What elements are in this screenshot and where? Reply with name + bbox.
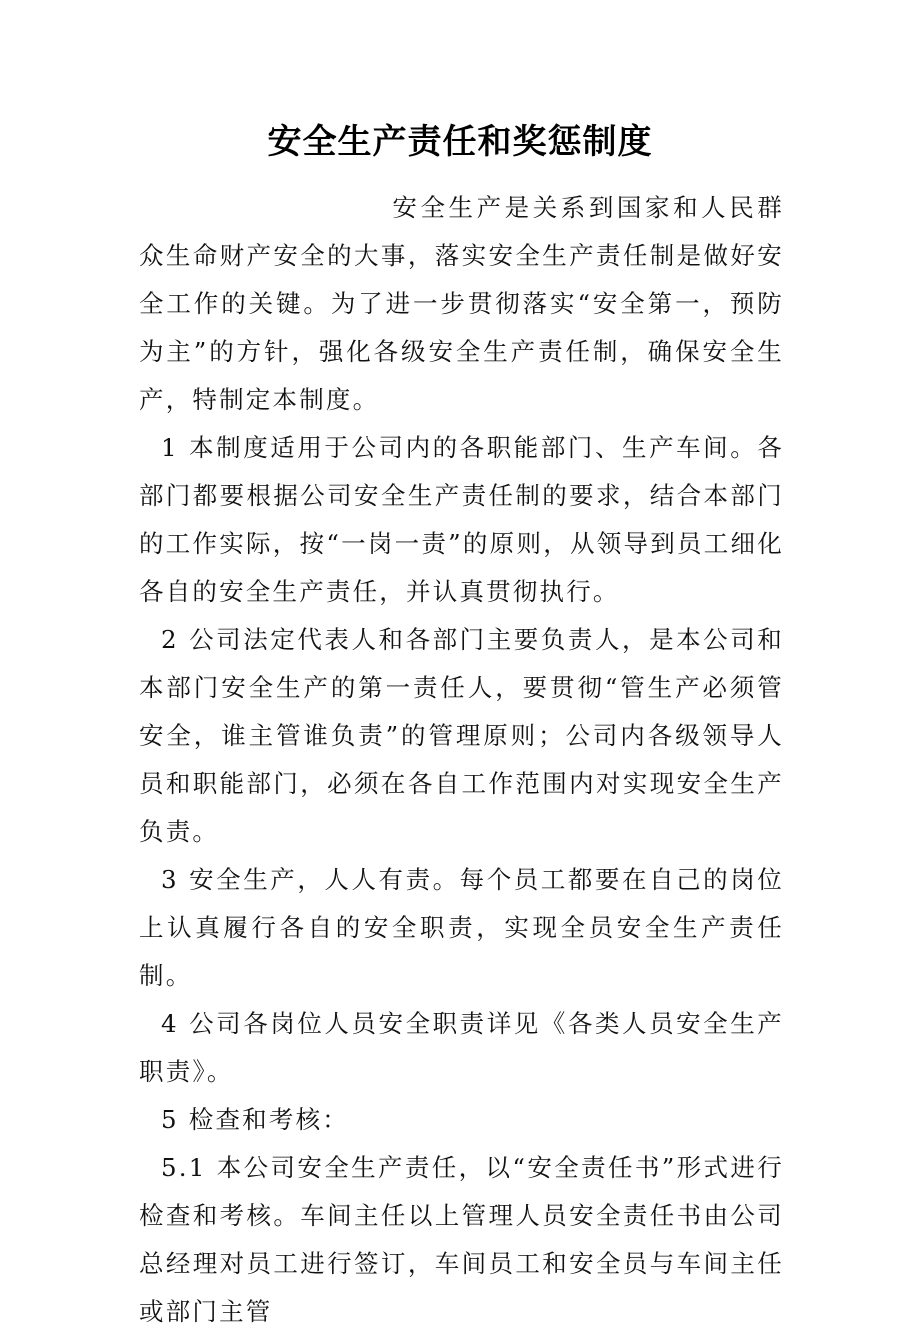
paragraph-text: 1 本制度适用于公司内的各职能部门、生产车间。各部门都要根据公司安全生产责任制的要求，结合本部门的工作实际，按“一岗一责”的原则，从领导到员工细化各自的安全生产责任，并认真贯彻执行。	[139, 433, 784, 606]
intro-paragraph	[139, 184, 784, 424]
document-body	[139, 184, 784, 1336]
clause-4-paragraph	[139, 1000, 784, 1096]
clause-3-paragraph	[139, 856, 784, 1000]
paragraph-text: 3 安全生产，人人有责。每个员工都要在自己的岗位上认真履行各自的安全职责，实现全员安全生产责任制。	[139, 865, 784, 990]
paragraph-text: 4 公司各岗位人员安全职责详见《各类人员安全生产职责》。	[139, 1009, 784, 1086]
paragraph-text: 5.1 本公司安全生产责任，以“安全责任书”形式进行检查和考核。车间主任以上管理人员安全责任书由公司总经理对员工进行签订，车间员工和安全员与车间主任或部门主管	[139, 1153, 784, 1326]
clause-2-paragraph	[139, 616, 784, 856]
clause-1-paragraph	[139, 424, 784, 616]
clause-5-1-paragraph	[139, 1144, 784, 1336]
paragraph-text: 安全生产是关系到国家和人民群众生命财产安全的大事，落实安全生产责任制是做好安全工作的关键。为了进一步贯彻落实“安全第一，预防为主”的方针，强化各级安全生产责任制，确保安全生产，特制定本制度。	[139, 193, 784, 414]
paragraph-text: 2 公司法定代表人和各部门主要负责人，是本公司和本部门安全生产的第一责任人，要贯彻“管生产必须管安全，谁主管谁负责”的管理原则；公司内各级领导人员和职能部门，必须在各自工作范围内对实现安全生产负责。	[139, 625, 784, 846]
paragraph-text: 5 检查和考核：	[161, 1105, 349, 1134]
clause-5-heading	[139, 1096, 784, 1144]
document-title: 安全生产责任和奖惩制度	[267, 122, 653, 162]
